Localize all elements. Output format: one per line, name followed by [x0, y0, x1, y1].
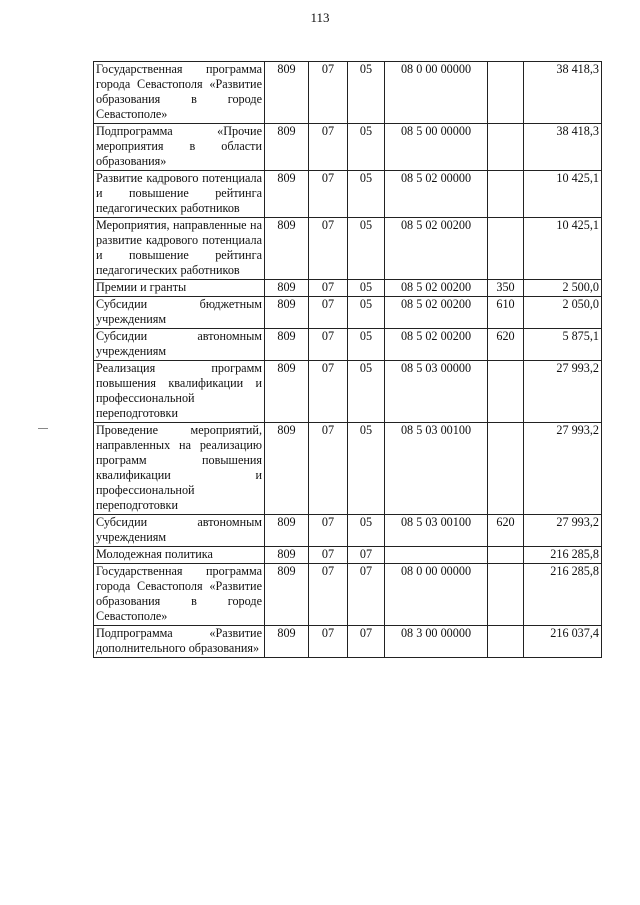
margin-mark [38, 428, 48, 429]
expense-type-cell [488, 124, 524, 171]
amount-cell: 10 425,1 [524, 171, 602, 218]
table-row [94, 547, 602, 564]
expense-type-cell [488, 171, 524, 218]
table-row [94, 515, 602, 547]
budget-table [93, 61, 602, 658]
admin-code-cell: 809 [265, 171, 309, 218]
section-code-cell: 07 [309, 62, 348, 124]
amount-cell: 27 993,2 [524, 361, 602, 423]
item-name-cell: Мероприятия, направленные на развитие кадрового потенциала и повышение рейтинга педагогических работников [94, 218, 265, 280]
item-name-cell: Молодежная политика [94, 547, 265, 564]
target-article-cell: 08 5 03 00000 [385, 361, 488, 423]
section-code-cell: 07 [309, 297, 348, 329]
section-code-cell: 07 [309, 423, 348, 515]
table-row [94, 124, 602, 171]
table-row [94, 280, 602, 297]
expense-type-cell [488, 361, 524, 423]
item-name-cell: Реализация программ повышения квалификации и профессиональной переподготовки [94, 361, 265, 423]
subsection-code-cell: 07 [348, 564, 385, 626]
admin-code-cell: 809 [265, 62, 309, 124]
page-number: 113 [310, 10, 330, 25]
section-code-cell: 07 [309, 515, 348, 547]
item-name-cell: Подпрограмма «Прочие мероприятия в области образования» [94, 124, 265, 171]
subsection-code-cell: 05 [348, 361, 385, 423]
amount-cell: 2 050,0 [524, 297, 602, 329]
subsection-code-cell: 05 [348, 124, 385, 171]
expense-type-cell [488, 564, 524, 626]
budget-table-body [94, 62, 602, 658]
item-name-cell: Проведение мероприятий, направленных на реализацию программ повышения квалификации и профессиональной переподготовки [94, 423, 265, 515]
amount-cell: 38 418,3 [524, 62, 602, 124]
subsection-code-cell: 05 [348, 171, 385, 218]
expense-type-cell [488, 218, 524, 280]
admin-code-cell: 809 [265, 280, 309, 297]
subsection-code-cell: 05 [348, 280, 385, 297]
admin-code-cell: 809 [265, 626, 309, 658]
admin-code-cell: 809 [265, 547, 309, 564]
item-name-cell: Субсидии автономным учреждениям [94, 515, 265, 547]
amount-cell: 5 875,1 [524, 329, 602, 361]
expense-type-cell [488, 62, 524, 124]
admin-code-cell: 809 [265, 124, 309, 171]
table-row [94, 297, 602, 329]
amount-cell: 38 418,3 [524, 124, 602, 171]
item-name-cell: Субсидии бюджетным учреждениям [94, 297, 265, 329]
section-code-cell: 07 [309, 124, 348, 171]
target-article-cell: 08 5 00 00000 [385, 124, 488, 171]
expense-type-cell [488, 626, 524, 658]
subsection-code-cell: 05 [348, 329, 385, 361]
item-name-cell: Субсидии автономным учреждениям [94, 329, 265, 361]
section-code-cell: 07 [309, 547, 348, 564]
target-article-cell [385, 547, 488, 564]
expense-type-cell: 610 [488, 297, 524, 329]
table-row [94, 218, 602, 280]
section-code-cell: 07 [309, 171, 348, 218]
subsection-code-cell: 05 [348, 218, 385, 280]
section-code-cell: 07 [309, 280, 348, 297]
admin-code-cell: 809 [265, 564, 309, 626]
target-article-cell: 08 5 03 00100 [385, 423, 488, 515]
amount-cell: 216 285,8 [524, 547, 602, 564]
amount-cell: 27 993,2 [524, 423, 602, 515]
expense-type-cell: 350 [488, 280, 524, 297]
subsection-code-cell: 05 [348, 423, 385, 515]
section-code-cell: 07 [309, 564, 348, 626]
table-row [94, 361, 602, 423]
subsection-code-cell: 07 [348, 547, 385, 564]
admin-code-cell: 809 [265, 515, 309, 547]
target-article-cell: 08 0 00 00000 [385, 564, 488, 626]
subsection-code-cell: 05 [348, 62, 385, 124]
table-row [94, 62, 602, 124]
admin-code-cell: 809 [265, 423, 309, 515]
section-code-cell: 07 [309, 626, 348, 658]
section-code-cell: 07 [309, 218, 348, 280]
target-article-cell: 08 0 00 00000 [385, 62, 488, 124]
section-code-cell: 07 [309, 329, 348, 361]
admin-code-cell: 809 [265, 361, 309, 423]
target-article-cell: 08 5 02 00000 [385, 171, 488, 218]
amount-cell: 216 037,4 [524, 626, 602, 658]
target-article-cell: 08 5 02 00200 [385, 297, 488, 329]
subsection-code-cell: 05 [348, 515, 385, 547]
target-article-cell: 08 5 02 00200 [385, 218, 488, 280]
admin-code-cell: 809 [265, 297, 309, 329]
target-article-cell: 08 5 02 00200 [385, 329, 488, 361]
item-name-cell: Государственная программа города Севастополя «Развитие образования в городе Севастополе» [94, 564, 265, 626]
subsection-code-cell: 05 [348, 297, 385, 329]
table-row [94, 329, 602, 361]
target-article-cell: 08 5 03 00100 [385, 515, 488, 547]
amount-cell: 216 285,8 [524, 564, 602, 626]
table-row [94, 626, 602, 658]
item-name-cell: Подпрограмма «Развитие дополнительного образования» [94, 626, 265, 658]
target-article-cell: 08 3 00 00000 [385, 626, 488, 658]
expense-type-cell: 620 [488, 329, 524, 361]
section-code-cell: 07 [309, 361, 348, 423]
admin-code-cell: 809 [265, 329, 309, 361]
table-row [94, 171, 602, 218]
expense-type-cell [488, 547, 524, 564]
item-name-cell: Премии и гранты [94, 280, 265, 297]
amount-cell: 10 425,1 [524, 218, 602, 280]
amount-cell: 27 993,2 [524, 515, 602, 547]
item-name-cell: Развитие кадрового потенциала и повышение рейтинга педагогических работников [94, 171, 265, 218]
expense-type-cell [488, 423, 524, 515]
admin-code-cell: 809 [265, 218, 309, 280]
target-article-cell: 08 5 02 00200 [385, 280, 488, 297]
amount-cell: 2 500,0 [524, 280, 602, 297]
subsection-code-cell: 07 [348, 626, 385, 658]
expense-type-cell: 620 [488, 515, 524, 547]
item-name-cell: Государственная программа города Севастополя «Развитие образования в городе Севастополе» [94, 62, 265, 124]
table-row [94, 564, 602, 626]
table-row [94, 423, 602, 515]
